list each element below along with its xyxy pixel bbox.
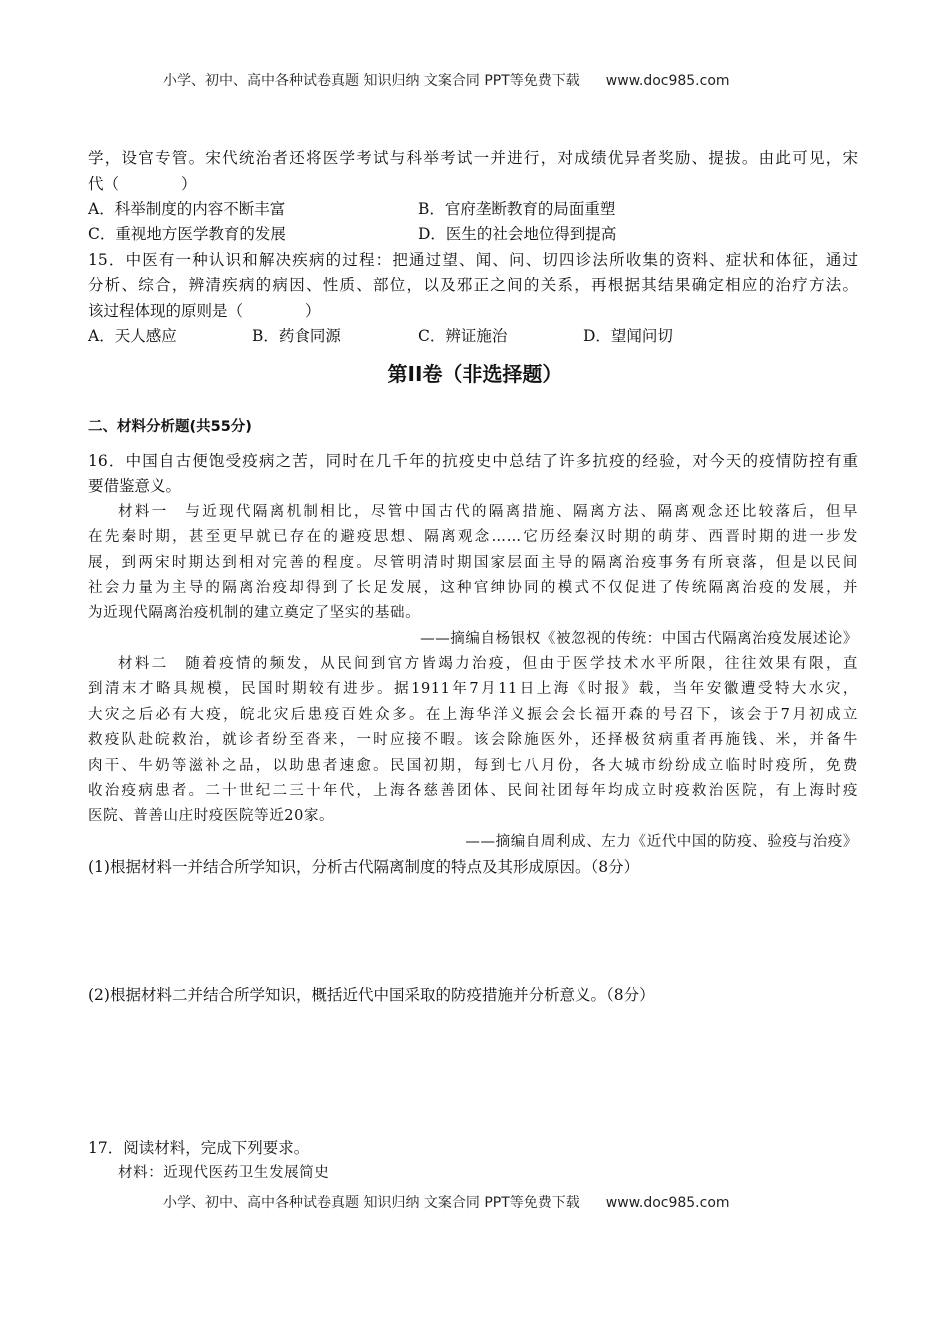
q14-option-b: B．官府垄断教育的局面重塑 (418, 200, 616, 218)
footer-url[interactable]: www.doc985.com (605, 1195, 730, 1211)
q15-option-b: B．药食同源 (252, 327, 341, 345)
q16-subquestion-2: (2)根据材料二并结合所学知识，概括近代中国采取的防疫措施并分析意义。（8分） (88, 986, 655, 1004)
q14-option-c: C．重视地方医学教育的发展 (88, 225, 286, 243)
material2-line: 材料二 随着疫情的频发，从民间到官方皆竭力治疫，但由于医学技术水平所限，往往效果有限，直 (118, 656, 858, 672)
material2-line: 医院、普善山庄时疫医院等近20家。 (88, 808, 335, 824)
q15-option-d: D．望闻问切 (583, 327, 673, 345)
q15-option-a: A．天人感应 (88, 327, 177, 345)
q17-intro: 17．阅读材料，完成下列要求。 (88, 1139, 310, 1157)
volume-title: 第II卷（非选择题） (387, 362, 563, 386)
q16-intro-line-2: 要借鉴意义。 (88, 477, 182, 495)
q16-subquestion-1: (1)根据材料一并结合所学知识，分析古代隔离制度的特点及其形成原因。（8分） (88, 858, 640, 876)
material2-line: 到清末才略具规模，民国时期较有进步。据1911年7月11日上海《时报》载，当年安徽遭受特大水灾， (88, 681, 858, 697)
q16-intro-line-1: 16．中国自古便饱受疫病之苦，同时在几千年的抗疫史中总结了许多抗疫的经验，对今天的疫情防控有重 (88, 452, 858, 470)
material1-line: 展，到两宋时期达到相对完善的程度。尽管明清时期国家层面主导的隔离治疫事务有所衰落，但是以民间 (88, 555, 858, 571)
q14-line-1: 学，设官专管。宋代统治者还将医学考试与科举考试一并进行，对成绩优异者奖励、提拔。由此可见，宋 (88, 149, 858, 167)
material2-line: 收治疫病患者。二十世纪二三十年代，上海各慈善团体、民间社团每年均成立时疫救治医院，有上海时疫 (88, 783, 858, 799)
page-header (163, 70, 730, 90)
material1-line: 材料一 与近现代隔离机制相比，尽管中国古代的隔离措施、隔离方法、隔离观念还比较落后，但早 (118, 504, 858, 520)
q14-line-2: 代（ ） (88, 175, 197, 193)
material2-line: 肉干、牛奶等滋补之品，以助患者速愈。民国初期，每到七八月份，各大城市纷纷成立临时时疫所，免费 (88, 758, 858, 774)
q15-line-1: 15．中医有一种认识和解决疾病的过程：把通过望、闻、问、切四诊法所收集的资料、症状和体征，通过 (88, 251, 858, 269)
q17-material-title: 材料：近现代医药卫生发展简史 (118, 1165, 330, 1181)
material2-source: ——摘编自周利成、左力《近代中国的防疫、验疫与治疫》 (465, 834, 858, 850)
material1-line: 社会力量为主导的隔离治疫却得到了长足发展，这种官绅协同的模式不仅促进了传统隔离治疫的发展，并 (88, 580, 858, 596)
footer-text: 小学、初中、高中各种试卷真题 知识归纳 文案合同 PPT等免费下载 (163, 1195, 580, 1211)
q14-option-d: D．医生的社会地位得到提高 (418, 225, 617, 243)
material2-line: 救疫队赴皖救治，就诊者纷至沓来，一时应接不暇。该会除施医外，还择极贫病重者再施钱、米，并备牛 (88, 732, 858, 748)
q14-option-a: A．科举制度的内容不断丰富 (88, 200, 286, 218)
q15-line-3: 该过程体现的原则是（ ） (88, 302, 321, 320)
q15-option-c: C．辨证施治 (418, 327, 508, 345)
material1-source: ——摘编自杨银权《被忽视的传统：中国古代隔离治疫发展述论》 (420, 631, 858, 647)
material1-line: 在先秦时期，甚至更早就已存在的避疫思想、隔离观念……它历经秦汉时期的萌芽、西晋时期的进一步发 (88, 529, 858, 545)
material2-line: 大灾之后必有大疫，皖北灾后患疫百姓众多。在上海华洋义振会会长福开森的号召下，该会于7月初成立 (88, 707, 858, 723)
q15-line-2: 分析、综合，辨清疾病的病因、性质、部位，以及邪正之间的关系，再根据其结果确定相应的治疗方法。 (88, 276, 858, 294)
header-text: 小学、初中、高中各种试卷真题 知识归纳 文案合同 PPT等免费下载 (163, 73, 580, 89)
header-url[interactable]: www.doc985.com (605, 73, 730, 89)
material1-line: 为近现代隔离治疫机制的建立奠定了坚实的基础。 (88, 605, 421, 621)
section-title: 二、材料分析题(共55分) (88, 419, 252, 435)
page-footer (163, 1192, 730, 1212)
